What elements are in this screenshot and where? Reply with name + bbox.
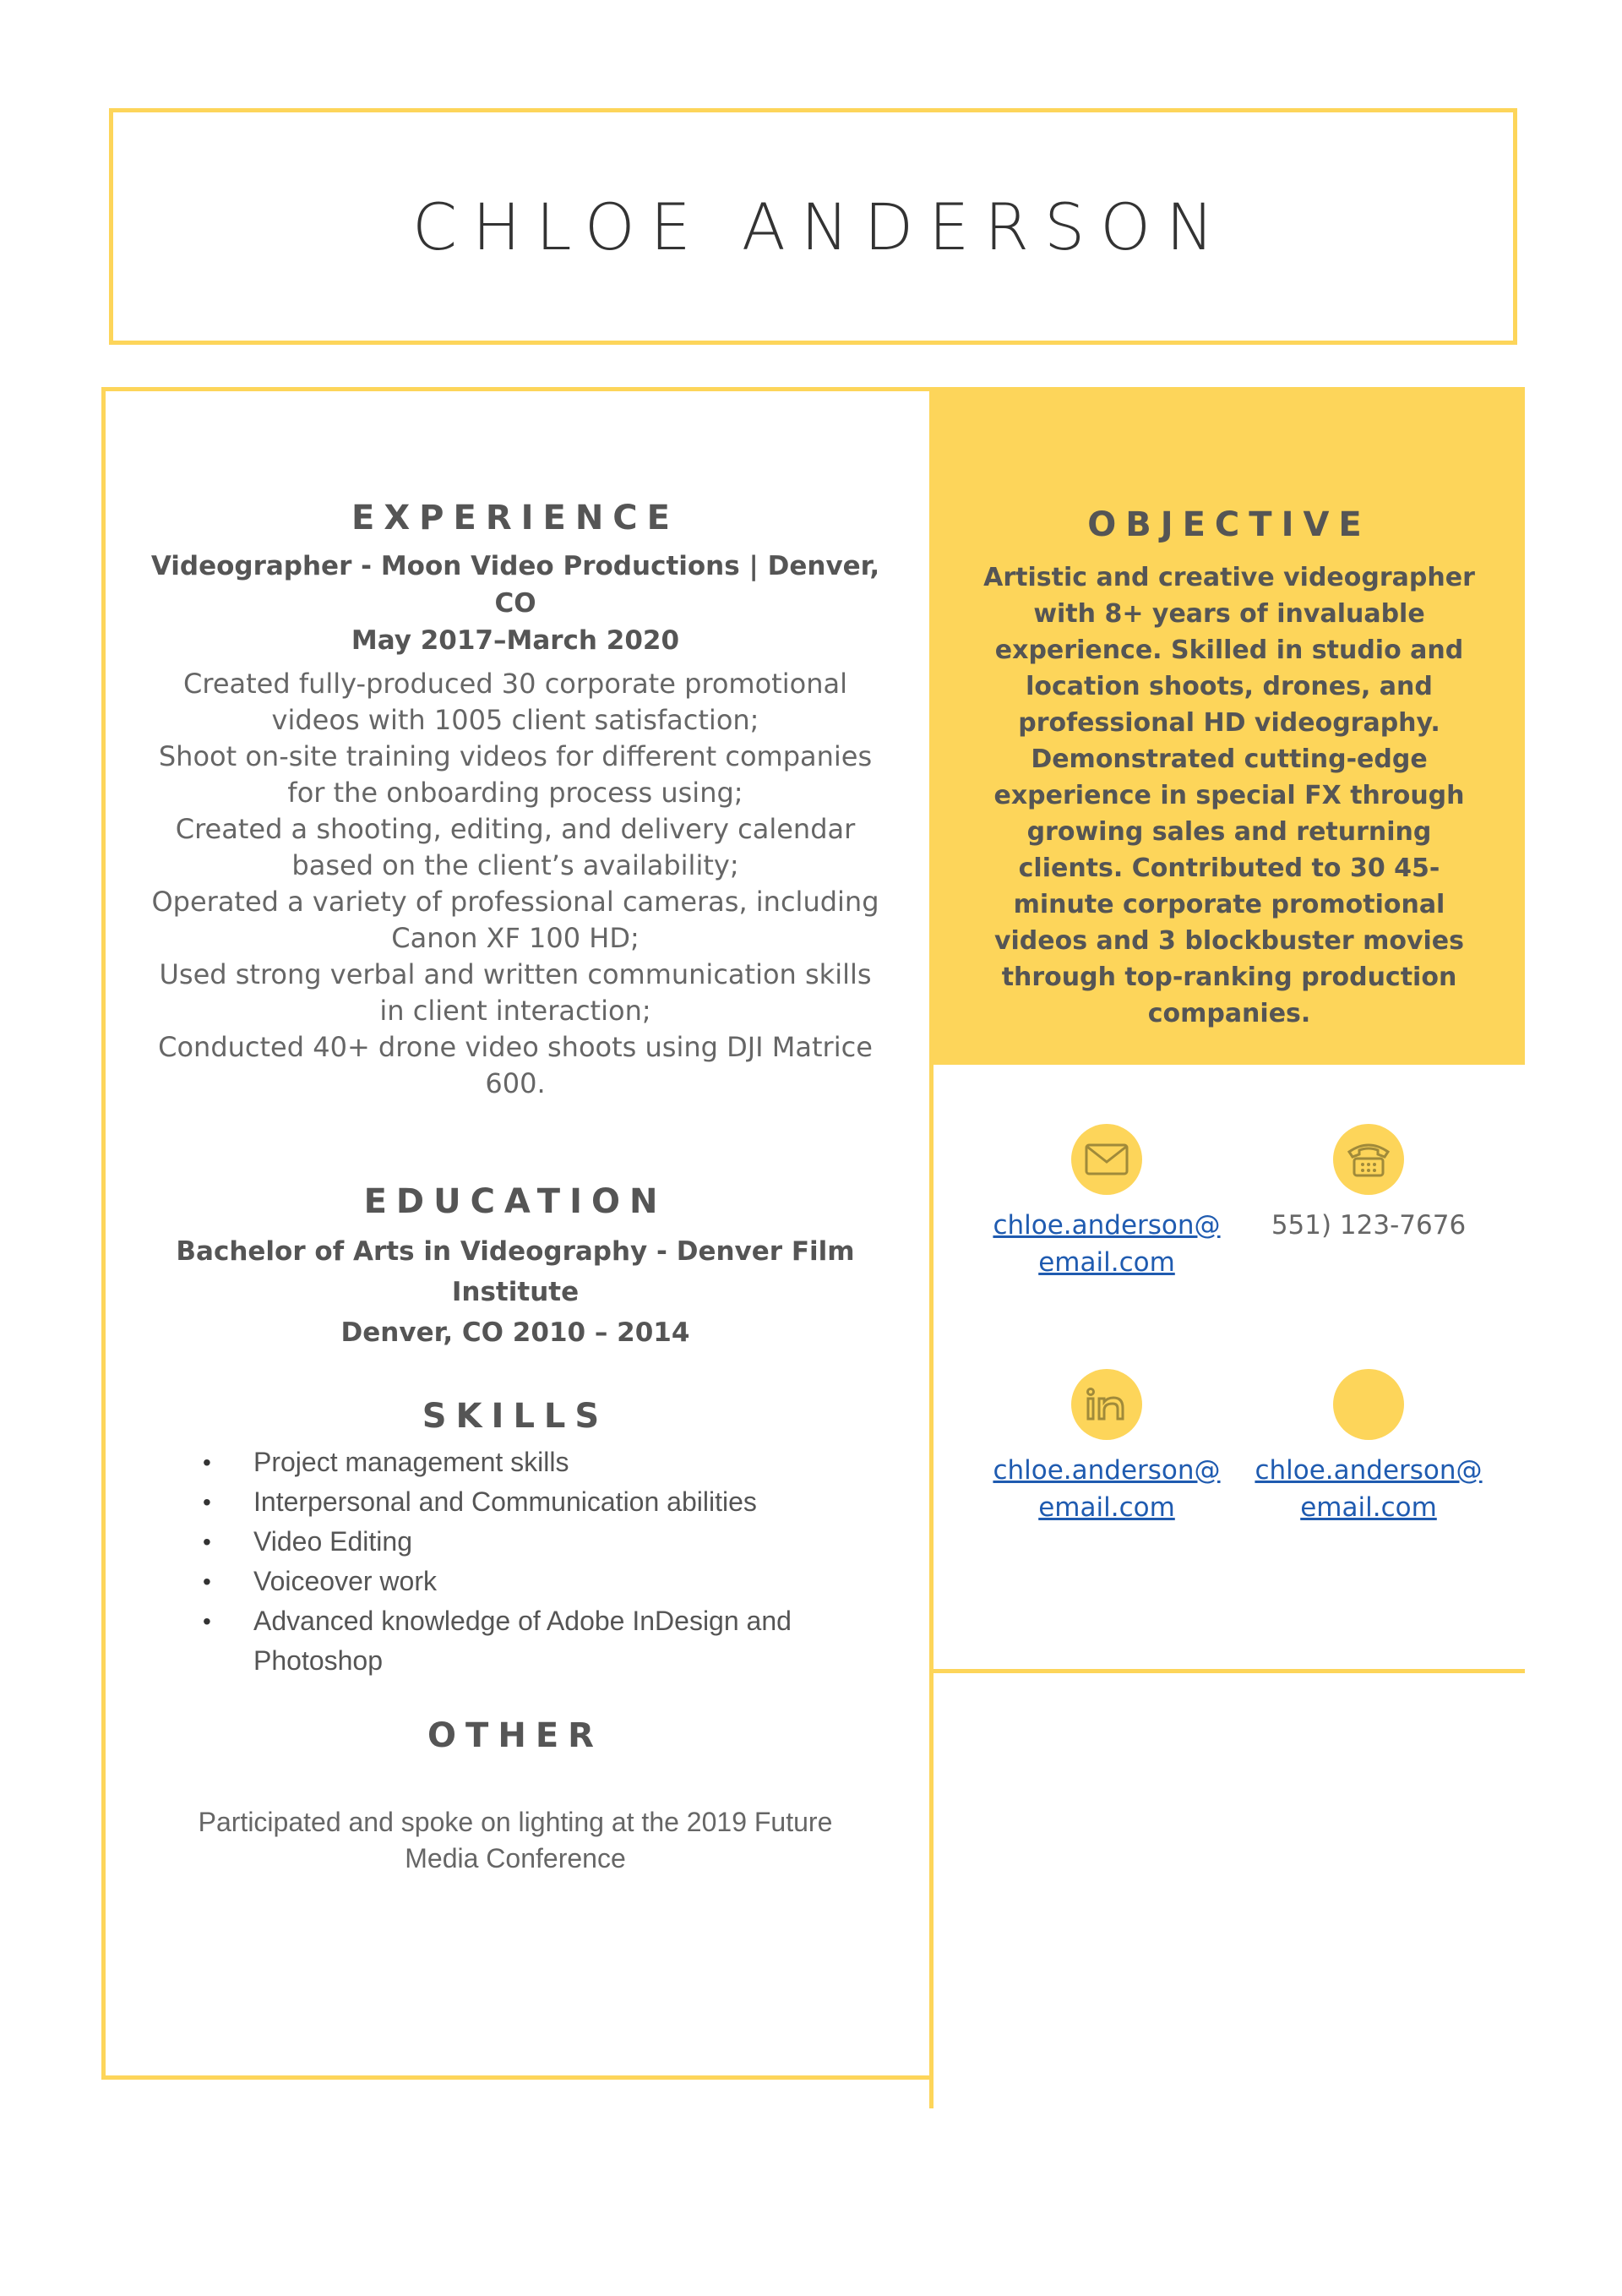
contact-email (980, 1124, 1233, 1281)
website-link[interactable]: chloe.anderson@ email.com (1255, 1455, 1483, 1523)
job-title: Videographer - Moon Video Productions | Denver, CO (150, 551, 880, 619)
envelope-icon (1071, 1124, 1142, 1195)
skills-heading: SKILLS (422, 1397, 609, 1436)
email-link[interactable]: chloe.anderson@ email.com (993, 1210, 1221, 1278)
duty-item: Shoot on-site training videos for different companies for the onboarding process using; (158, 740, 873, 809)
candidate-name: CHLOE ANDERSON (412, 188, 1229, 265)
contact-website (1242, 1369, 1495, 1526)
duties-list (144, 666, 887, 1102)
left-column-content (144, 499, 887, 1877)
other-section (144, 1716, 887, 1877)
linkedin-icon (1071, 1369, 1142, 1440)
contact-phone (1242, 1124, 1495, 1244)
objective-text: Artistic and creative videographer with 8+ years of invaluable experience. Skilled in studio and location shoots, drones, and professional HD videography. Demonstrated cutting-edge experience in special FX through growing sales and returning clients. Contributed to 30 45-minute corporate promotional videos and 3 blockbuster movies through top-ranking production companies. (983, 563, 1475, 1028)
education-section (144, 1182, 887, 1353)
job-dates: May 2017–March 2020 (351, 625, 680, 656)
objective-heading: OBJECTIVE (1087, 505, 1371, 544)
duty-item: Created fully-produced 30 corporate promotional videos with 1005 client satisfaction; (183, 668, 847, 736)
duty-item: Operated a variety of professional cameras, including Canon XF 100 HD; (151, 886, 879, 954)
skill-item: • Advanced knowledge of Adobe InDesign and Photoshop (203, 1601, 887, 1681)
other-text: Participated and spoke on lighting at the 2019 Future Media Conference (198, 1807, 833, 1873)
phone-number: 551) 123-7676 (1271, 1210, 1467, 1241)
duty-item: Created a shooting, editing, and delivery calendar based on the client’s availability; (175, 813, 856, 881)
education-heading: EDUCATION (363, 1182, 667, 1221)
contact-linkedin (980, 1369, 1233, 1526)
linkedin-link[interactable]: chloe.anderson@ email.com (993, 1455, 1221, 1523)
skills-section (144, 1397, 887, 1681)
skill-item: • Video Editing (203, 1522, 887, 1562)
name-header-box (109, 108, 1517, 345)
column-divider-extension (929, 2075, 933, 2108)
skill-item: • Voiceover work (203, 1562, 887, 1601)
duty-item: Conducted 40+ drone video shoots using DJI Matrice 600. (158, 1031, 873, 1099)
objective-panel (933, 387, 1525, 1065)
contact-section-rule (933, 1669, 1525, 1673)
duty-item: Used strong verbal and written communication skills in client interaction; (159, 958, 872, 1027)
circle-icon (1333, 1369, 1404, 1440)
education-location-dates: Denver, CO 2010 – 2014 (340, 1317, 690, 1348)
other-heading: OTHER (427, 1716, 603, 1755)
skill-item: • Interpersonal and Communication abilities (203, 1482, 887, 1522)
skills-list (203, 1442, 887, 1681)
phone-icon (1333, 1124, 1404, 1195)
experience-heading: EXPERIENCE (351, 499, 679, 537)
skill-item: • Project management skills (203, 1442, 887, 1482)
experience-section (144, 499, 887, 1102)
degree: Bachelor of Arts in Videography - Denver Film Institute (176, 1236, 855, 1307)
